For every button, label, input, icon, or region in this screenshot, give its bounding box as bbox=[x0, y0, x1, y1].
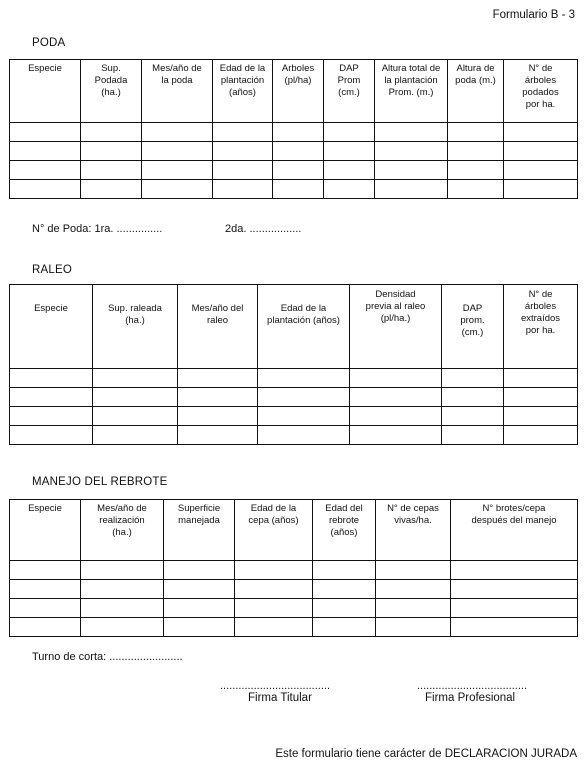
form-code: Formulario B - 3 bbox=[492, 9, 575, 21]
table-cell[interactable] bbox=[324, 180, 375, 199]
table-cell[interactable] bbox=[376, 580, 451, 599]
header-cell: Especie bbox=[10, 500, 81, 561]
table-cell[interactable] bbox=[164, 618, 235, 637]
table-cell[interactable] bbox=[504, 407, 578, 426]
header-cell: Edad del rebrote (años) bbox=[313, 500, 376, 561]
table-cell[interactable] bbox=[258, 407, 350, 426]
table-cell[interactable] bbox=[451, 599, 578, 618]
header-cell: N° de cepas vivas/ha. bbox=[376, 500, 451, 561]
table-cell[interactable] bbox=[235, 561, 313, 580]
table-row bbox=[10, 561, 578, 580]
table-cell[interactable] bbox=[10, 580, 81, 599]
header-cell: DAP Prom (cm.) bbox=[324, 60, 375, 123]
header-cell: Edad de la plantación (años) bbox=[258, 285, 350, 369]
header-cell: Superficie manejada bbox=[164, 500, 235, 561]
profesional-signature-line[interactable]: .................................... bbox=[417, 680, 528, 692]
header-cell: Densidad previa al raleo (pl/ha.) bbox=[350, 285, 442, 369]
table-cell[interactable] bbox=[10, 123, 81, 142]
header-cell: Sup. raleada (ha.) bbox=[93, 285, 178, 369]
table-cell[interactable] bbox=[504, 123, 578, 142]
table-cell[interactable] bbox=[376, 618, 451, 637]
table-cell[interactable] bbox=[504, 426, 578, 445]
poda-number-first[interactable]: N° de Poda: 1ra. ............... bbox=[32, 223, 163, 235]
header-cell: Mes/año del raleo bbox=[178, 285, 258, 369]
table-cell[interactable] bbox=[10, 161, 81, 180]
table-cell[interactable] bbox=[178, 369, 258, 388]
table-cell[interactable] bbox=[81, 142, 142, 161]
table-cell[interactable] bbox=[442, 426, 504, 445]
table-cell[interactable] bbox=[324, 161, 375, 180]
header-cell: Especie bbox=[10, 285, 93, 369]
table-cell[interactable] bbox=[164, 561, 235, 580]
header-cell: Altura de poda (m.) bbox=[448, 60, 504, 123]
table-cell[interactable] bbox=[10, 599, 81, 618]
table-cell[interactable] bbox=[451, 561, 578, 580]
header-cell: DAP prom. (cm.) bbox=[442, 285, 504, 369]
table-cell[interactable] bbox=[10, 618, 81, 637]
table-cell[interactable] bbox=[504, 180, 578, 199]
table-cell[interactable] bbox=[81, 561, 164, 580]
table-cell[interactable] bbox=[448, 123, 504, 142]
table-cell[interactable] bbox=[178, 407, 258, 426]
table-cell[interactable] bbox=[142, 180, 213, 199]
table-cell[interactable] bbox=[235, 599, 313, 618]
poda-table bbox=[9, 59, 578, 199]
table-cell[interactable] bbox=[504, 369, 578, 388]
table-cell[interactable] bbox=[313, 618, 376, 637]
table-cell[interactable] bbox=[504, 388, 578, 407]
table-cell[interactable] bbox=[142, 161, 213, 180]
header-cell: N° brotes/cepa después del manejo bbox=[451, 500, 578, 561]
table-cell[interactable] bbox=[324, 142, 375, 161]
table-cell[interactable] bbox=[10, 561, 81, 580]
table-cell[interactable] bbox=[213, 123, 273, 142]
table-cell[interactable] bbox=[81, 599, 164, 618]
table-cell[interactable] bbox=[375, 161, 448, 180]
table-cell[interactable] bbox=[213, 180, 273, 199]
table-cell[interactable] bbox=[178, 426, 258, 445]
table-cell[interactable] bbox=[451, 580, 578, 599]
table-row bbox=[10, 180, 578, 199]
header-cell: Edad de la cepa (años) bbox=[235, 500, 313, 561]
titular-signature-line[interactable]: .................................... bbox=[220, 680, 331, 692]
table-cell[interactable] bbox=[235, 580, 313, 599]
table-cell[interactable] bbox=[376, 561, 451, 580]
table-cell[interactable] bbox=[448, 180, 504, 199]
table-row bbox=[10, 426, 578, 445]
rebrote-header-row bbox=[10, 500, 578, 561]
table-row bbox=[10, 580, 578, 599]
table-cell[interactable] bbox=[313, 599, 376, 618]
header-cell: Edad de la plantación (años) bbox=[213, 60, 273, 123]
table-cell[interactable] bbox=[273, 123, 324, 142]
table-cell[interactable] bbox=[375, 142, 448, 161]
table-cell[interactable] bbox=[258, 426, 350, 445]
table-cell[interactable] bbox=[350, 407, 442, 426]
table-cell[interactable] bbox=[93, 388, 178, 407]
table-cell[interactable] bbox=[81, 180, 142, 199]
poda-number-second[interactable]: 2da. ................. bbox=[225, 223, 302, 235]
table-row bbox=[10, 388, 578, 407]
poda-header-row bbox=[10, 60, 578, 123]
table-cell[interactable] bbox=[504, 161, 578, 180]
table-cell[interactable] bbox=[93, 426, 178, 445]
declaration-footer: Este formulario tiene carácter de DECLARACION JURADA bbox=[275, 748, 577, 760]
titular-signature-label: Firma Titular bbox=[248, 692, 312, 704]
table-cell[interactable] bbox=[376, 599, 451, 618]
table-cell[interactable] bbox=[10, 407, 93, 426]
table-cell[interactable] bbox=[93, 407, 178, 426]
table-cell[interactable] bbox=[375, 180, 448, 199]
table-cell[interactable] bbox=[81, 580, 164, 599]
table-cell[interactable] bbox=[258, 369, 350, 388]
rebrote-title: MANEJO DEL REBROTE bbox=[32, 476, 168, 488]
table-cell[interactable] bbox=[442, 388, 504, 407]
table-row bbox=[10, 161, 578, 180]
table-cell[interactable] bbox=[442, 407, 504, 426]
table-cell[interactable] bbox=[164, 599, 235, 618]
table-cell[interactable] bbox=[273, 142, 324, 161]
table-cell[interactable] bbox=[313, 561, 376, 580]
poda-title: PODA bbox=[32, 37, 66, 49]
table-cell[interactable] bbox=[350, 388, 442, 407]
header-cell: Altura total de la plantación Prom. (m.) bbox=[375, 60, 448, 123]
table-cell[interactable] bbox=[81, 161, 142, 180]
raleo-header-row bbox=[10, 285, 578, 369]
table-cell[interactable] bbox=[350, 369, 442, 388]
table-cell[interactable] bbox=[213, 142, 273, 161]
table-cell[interactable] bbox=[448, 161, 504, 180]
table-cell[interactable] bbox=[142, 142, 213, 161]
table-cell[interactable] bbox=[10, 388, 93, 407]
table-cell[interactable] bbox=[10, 369, 93, 388]
header-cell: N° de árboles extraídos por ha. bbox=[504, 285, 578, 369]
table-cell[interactable] bbox=[235, 618, 313, 637]
table-cell[interactable] bbox=[273, 161, 324, 180]
table-row bbox=[10, 618, 578, 637]
table-cell[interactable] bbox=[213, 161, 273, 180]
header-cell: Mes/año de la poda bbox=[142, 60, 213, 123]
turno-de-corta-field[interactable]: Turno de corta: ........................ bbox=[32, 651, 183, 663]
table-cell[interactable] bbox=[142, 123, 213, 142]
header-cell: Especie bbox=[10, 60, 81, 123]
table-cell[interactable] bbox=[451, 618, 578, 637]
table-row bbox=[10, 599, 578, 618]
table-row bbox=[10, 142, 578, 161]
table-cell[interactable] bbox=[81, 123, 142, 142]
table-cell[interactable] bbox=[375, 123, 448, 142]
table-cell[interactable] bbox=[324, 123, 375, 142]
table-row bbox=[10, 369, 578, 388]
table-cell[interactable] bbox=[81, 618, 164, 637]
header-cell: Arboles (pl/ha) bbox=[273, 60, 324, 123]
table-row bbox=[10, 407, 578, 426]
header-cell: Sup. Podada (ha.) bbox=[81, 60, 142, 123]
table-cell[interactable] bbox=[10, 426, 93, 445]
raleo-table bbox=[9, 284, 578, 445]
profesional-signature-label: Firma Profesional bbox=[425, 692, 516, 704]
table-cell[interactable] bbox=[93, 369, 178, 388]
header-cell: Mes/año de realización (ha.) bbox=[81, 500, 164, 561]
table-cell[interactable] bbox=[273, 180, 324, 199]
table-cell[interactable] bbox=[448, 142, 504, 161]
raleo-title: RALEO bbox=[32, 264, 72, 276]
table-cell[interactable] bbox=[313, 580, 376, 599]
table-cell[interactable] bbox=[350, 426, 442, 445]
header-cell: N° de árboles podados por ha. bbox=[504, 60, 578, 123]
table-cell[interactable] bbox=[178, 388, 258, 407]
rebrote-table bbox=[9, 499, 578, 637]
table-cell[interactable] bbox=[442, 369, 504, 388]
table-cell[interactable] bbox=[10, 180, 81, 199]
table-cell[interactable] bbox=[504, 142, 578, 161]
table-row bbox=[10, 123, 578, 142]
table-cell[interactable] bbox=[164, 580, 235, 599]
table-cell[interactable] bbox=[10, 142, 81, 161]
table-cell[interactable] bbox=[258, 388, 350, 407]
